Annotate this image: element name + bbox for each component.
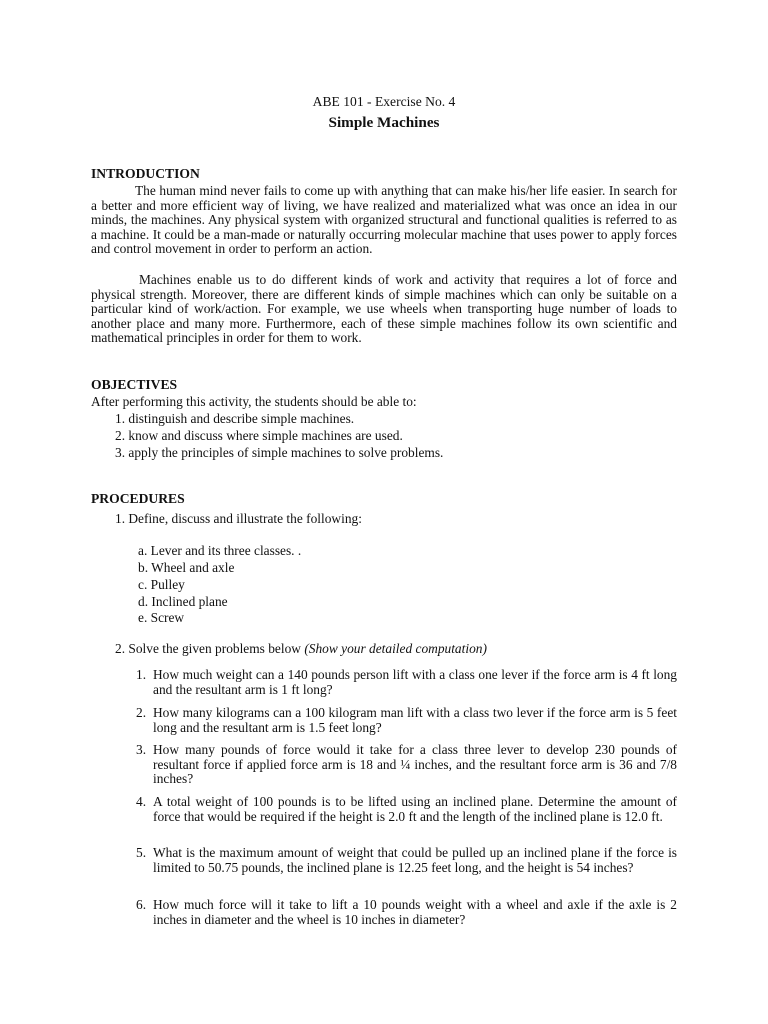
objectives-intro: After performing this activity, the students should be able to:: [91, 394, 417, 409]
introduction-heading: INTRODUCTION: [91, 166, 200, 181]
procedure-step-2-text: 2. Solve the given problems below: [115, 641, 301, 656]
problem-item: [136, 845, 677, 875]
topic-item: a. Lever and its three classes. .: [138, 543, 302, 558]
problem-number: 4.: [136, 794, 147, 809]
problem-number: 6.: [136, 897, 147, 912]
objective-item: 1. distinguish and describe simple machines.: [115, 411, 355, 426]
course-label: ABE 101 - Exercise No. 4: [312, 94, 456, 109]
procedure-step-1: 1. Define, discuss and illustrate the following:: [115, 511, 362, 526]
problem-text: How many pounds of force would it take for a class three lever to develop 230 pounds of resultant force if applied force arm is 18 and ¼ inches, and the resultant force arm is 36 and 7/8 inches?: [153, 742, 677, 787]
problem-item: [136, 794, 677, 824]
procedure-step-2: [115, 642, 487, 657]
procedure-step-2-note: (Show your detailed computation): [304, 641, 487, 656]
introduction-paragraph-2: Machines enable us to do different kinds of work and activity that requires a lot of force and physical strength. Moreover, there are different kinds of simple machines which can only be suitable on a particular kind of work/action. For example, we use wheels when transporting huge number of loads to another place and many more. Furthermore, each of these simple machines follow its own scientific and mathematical principles in order for them to work.: [91, 272, 677, 346]
problem-number: 2.: [136, 705, 147, 720]
problem-text: A total weight of 100 pounds is to be lifted using an inclined plane. Determine the amount of force that would be required if the height is 2.0 ft and the length of the inclined plane is 12.0 ft.: [153, 794, 677, 824]
procedures-heading: PROCEDURES: [91, 491, 185, 506]
topic-item: b. Wheel and axle: [138, 560, 235, 575]
problem-item: [136, 742, 677, 787]
problem-number: 5.: [136, 845, 147, 860]
problem-number: 3.: [136, 742, 147, 757]
problem-text: What is the maximum amount of weight that could be pulled up an inclined plane if the force is limited to 50.75 pounds, the inclined plane is 12.25 feet long, and the height is 54 inches?: [153, 845, 677, 875]
topic-item: d. Inclined plane: [138, 594, 228, 609]
problem-text: How much weight can a 140 pounds person lift with a class one lever if the force arm is 4 ft long and the resultant arm is 1 ft long?: [153, 667, 677, 697]
objectives-heading: OBJECTIVES: [91, 377, 178, 392]
topic-item: e. Screw: [138, 610, 185, 625]
topic-item: c. Pulley: [138, 577, 185, 592]
problem-item: [136, 897, 677, 927]
problem-item: [136, 667, 677, 697]
problem-item: [136, 705, 677, 735]
introduction-paragraph-1: The human mind never fails to come up with anything that can make his/her life easier. In search for a better and more efficient way of living, we have realized and materialized what was once an idea in our minds, the machines. Any physical system with organized structural and functional qualities is referred to as a machine. It could be a man-made or naturally occurring molecular machine that uses power to apply forces and control movement in order to perform an action.: [91, 183, 677, 257]
problem-text: How much force will it take to lift a 10 pounds weight with a wheel and axle if the axle is 2 inches in diameter and the wheel is 10 inches in diameter?: [153, 897, 677, 927]
problem-text: How many kilograms can a 100 kilogram man lift with a class two lever if the force arm is 5 feet long and the resultant arm is 1.5 feet long?: [153, 705, 677, 735]
objective-item: 3. apply the principles of simple machines to solve problems.: [115, 445, 444, 460]
objective-item: 2. know and discuss where simple machines are used.: [115, 428, 403, 443]
page-title: Simple Machines: [328, 114, 440, 131]
problem-number: 1.: [136, 667, 147, 682]
